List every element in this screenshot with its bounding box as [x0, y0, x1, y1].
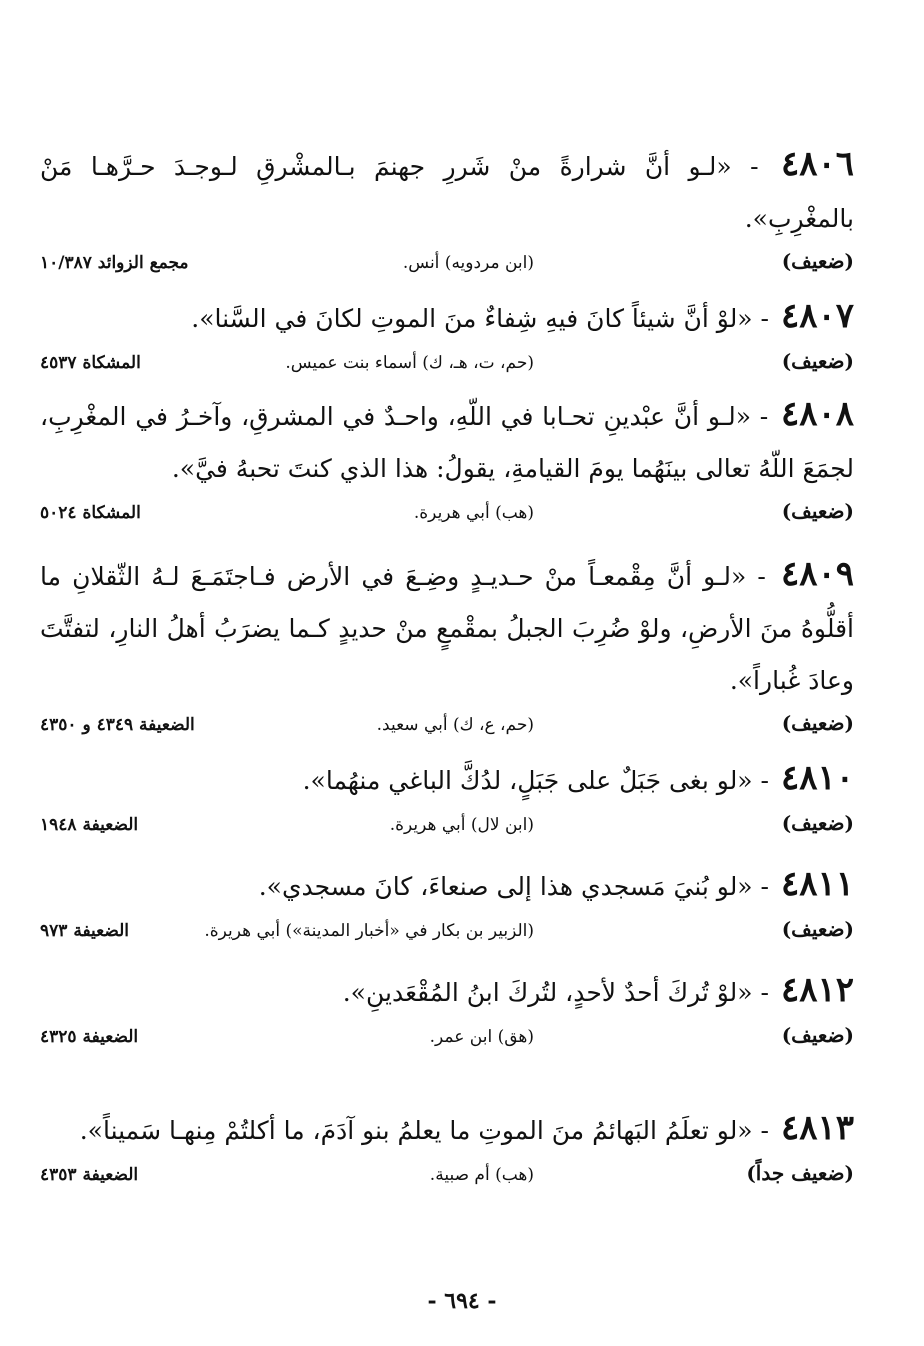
- hadith-body: - «لو بغى جَبَلٌ على جَبَلٍ، لدُكَّ الباغي منهُما».: [302, 766, 769, 795]
- hadith-text: [40, 388, 854, 495]
- hadith-entry-4807: [40, 290, 854, 385]
- source-citation: (حم، ت، هـ، ك) أسماء بنت عميس.: [285, 353, 534, 373]
- source-citation: (هق) ابن عمر.: [429, 1027, 534, 1047]
- hadith-body: - «لوْ أنَّ شيئاً كانَ فيهِ شِفاءٌ منَ الموتِ لكانَ في السَّنا».: [191, 304, 769, 333]
- grade-label: (ضعيف): [781, 1023, 854, 1047]
- reference: مجمع الزوائد ١٠/٣٨٧: [40, 253, 189, 273]
- source-citation: (هب) أبي هريرة.: [413, 503, 534, 523]
- hadith-body: - «لـو أنَّ مِقْمعـاً منْ حـديـدٍ وضِـعَ في الأرض فـاجتَمَـعَ لـهُ الثّقلانِ ما أقلُّوهُ منَ الأرضِ، ولوْ ضُرِبَ الجبلُ بمقْمعٍ منْ حديدٍ كـما يضرَبُ أهلُ النارِ، لتفتَّتَ وعادَ غُباراً».: [40, 562, 854, 695]
- hadith-text: [40, 964, 854, 1019]
- source-line: [40, 711, 854, 747]
- hadith-body: - «لوْ تُركَ أحدٌ لأحدٍ، لتُركَ ابنُ المُقْعَدينِ».: [342, 978, 769, 1007]
- reference: الضعيفة ٤٣٥٣: [40, 1165, 139, 1185]
- source-line: [40, 499, 854, 535]
- hadith-number: ٤٨٠٩: [780, 554, 855, 594]
- source-citation: (حم، ع، ك) أبي سعيد.: [376, 715, 534, 735]
- hadith-number: ٤٨١١: [780, 864, 854, 904]
- source-line: [40, 349, 854, 385]
- hadith-text: [40, 548, 854, 707]
- hadith-text: [40, 138, 854, 245]
- hadith-number: ٤٨١٠: [780, 758, 854, 798]
- hadith-entry-4813: [40, 1102, 854, 1197]
- source-line: [40, 1161, 854, 1197]
- page-number: - ٦٩٤ -: [427, 1288, 497, 1314]
- source-citation: (ابن لال) أبي هريرة.: [389, 815, 534, 835]
- hadith-text: [40, 1102, 854, 1157]
- hadith-text: [40, 858, 854, 913]
- grade-label: (ضعيف): [781, 917, 854, 941]
- hadith-entry-4808: [40, 388, 854, 535]
- hadith-entry-4806: [40, 138, 854, 285]
- source-citation: (ابن مردويه) أنس.: [402, 253, 534, 273]
- hadith-entry-4809: [40, 548, 854, 747]
- hadith-text: [40, 752, 854, 807]
- source-line: [40, 1023, 854, 1059]
- reference: المشكاة ٤٥٣٧: [40, 353, 141, 373]
- reference: الضعيفة ٤٣٤٩ و ٤٣٥٠: [40, 715, 195, 735]
- hadith-number: ٤٨٠٨: [780, 394, 854, 434]
- grade-label: (ضعيف): [781, 711, 854, 735]
- hadith-number: ٤٨٠٦: [780, 144, 854, 184]
- grade-label: (ضعيف): [781, 249, 854, 273]
- source-line: [40, 249, 854, 285]
- source-citation: (هب) أم صبية.: [429, 1165, 534, 1185]
- hadith-text: [40, 290, 854, 345]
- grade-label: (ضعيف): [781, 811, 854, 835]
- grade-label: (ضعيف): [781, 349, 854, 373]
- hadith-body: - «لـو أنَّ عبْدينِ تحـابا في اللّهِ، واحـدٌ في المشرقِ، وآخـرُ في المغْرِبِ، لجمَعَ اللّهُ تعالى بينَهُما يومَ القيامةِ، يقولُ: هذا الذي كنتَ تحبهُ فيَّ».: [40, 402, 854, 483]
- hadith-body: - «لو بُنيَ مَسجدي هذا إلى صنعاءَ، كانَ مسجدي».: [258, 872, 769, 901]
- reference: الضعيفة ٩٧٣: [40, 921, 130, 941]
- hadith-entry-4812: [40, 964, 854, 1059]
- hadith-number: ٤٨٠٧: [780, 296, 854, 336]
- reference: الضعيفة ٤٣٢٥: [40, 1027, 139, 1047]
- hadith-entry-4810: [40, 752, 854, 847]
- reference: الضعيفة ١٩٤٨: [40, 815, 139, 835]
- hadith-entry-4811: [40, 858, 854, 953]
- source-citation: (الزبير بن بكار في «أخبار المدينة») أبي هريرة.: [204, 921, 534, 941]
- grade-label: (ضعيف): [781, 499, 854, 523]
- hadith-body: - «لو تعلَمُ البَهائمُ منَ الموتِ ما يعلمُ بنو آدَمَ، ما أكلتُمْ مِنهـا سَميناً».: [79, 1116, 769, 1145]
- hadith-number: ٤٨١٢: [780, 970, 854, 1010]
- grade-label: (ضعيف جداً): [746, 1161, 854, 1185]
- hadith-body: - «لـو أنَّ شرارةً منْ شَررِ جهنمَ بـالمشْرقِ لـوجـدَ حـرَّهـا مَنْ بالمغْرِبِ».: [40, 152, 854, 233]
- source-line: [40, 917, 854, 953]
- reference: المشكاة ٥٠٢٤: [40, 503, 141, 523]
- hadith-number: ٤٨١٣: [780, 1108, 854, 1148]
- source-line: [40, 811, 854, 847]
